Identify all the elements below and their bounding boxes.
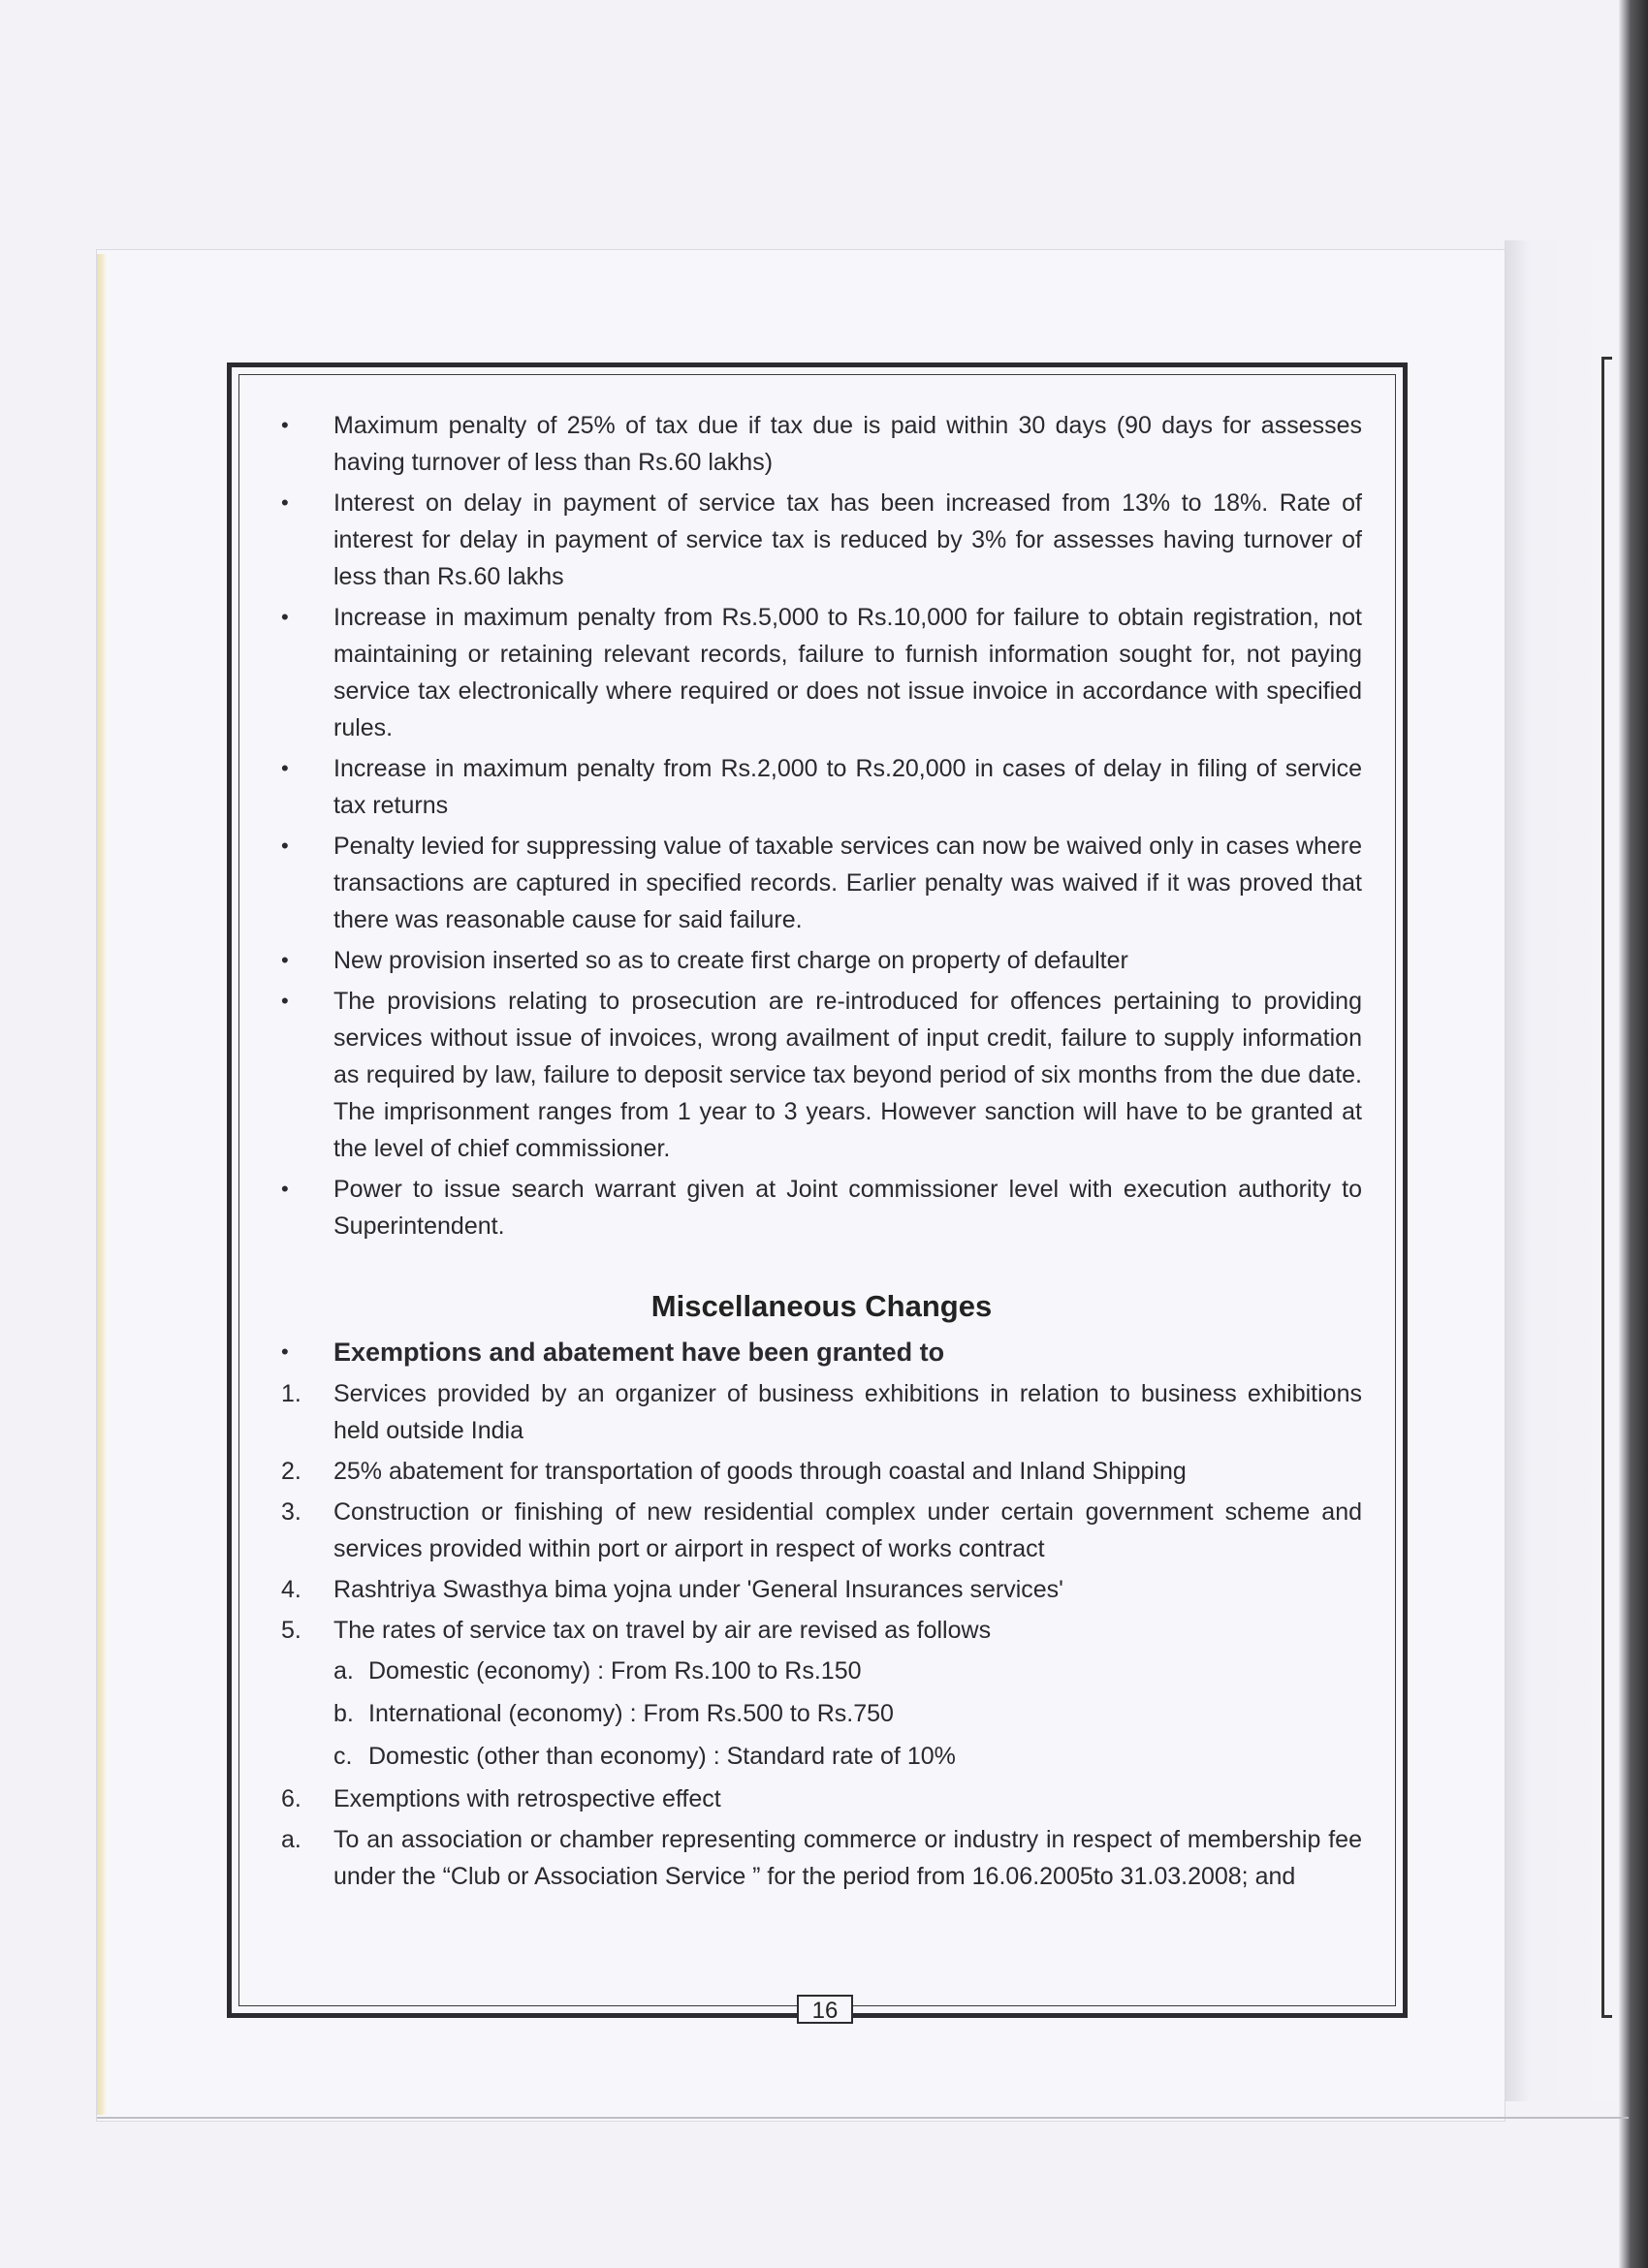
- list-item: [281, 750, 1362, 824]
- page-content: [281, 407, 1362, 1899]
- sub-item-text: Domestic (economy) : From Rs.100 to Rs.150: [368, 1657, 862, 1685]
- bullet-icon: •: [281, 756, 289, 780]
- air-rate-item: [333, 1738, 1362, 1775]
- bullet-icon: •: [281, 413, 289, 437]
- exemptions-lead: Exemptions and abatement have been granted to: [333, 1338, 945, 1367]
- list-item: [281, 942, 1362, 979]
- bullet-icon: •: [281, 490, 289, 515]
- list-item: [281, 485, 1362, 595]
- numbered-item: [281, 1375, 1362, 1449]
- bullet-text: Penalty levied for suppressing value of taxable services can now be waived only in cases where transactions are captured in specified records. Earlier penalty was waived if it was proved that there was reasonable cause for said failure.: [333, 833, 1362, 933]
- bullet-text: The provisions relating to prosecution are re-introduced for offences pertaining to providing services without issue of invoices, wrong availment of input credit, failure to supply information as required by law, failure to deposit service tax beyond period of six months from the due date. The imprisonment ranges from 1 year to 3 years. However sanction will have to be granted at the level of chief commissioner.: [333, 988, 1362, 1162]
- bullet-text: Increase in maximum penalty from Rs.2,000 to Rs.20,000 in cases of delay in filing of service tax returns: [333, 755, 1362, 819]
- item-number: 3.: [281, 1498, 301, 1526]
- item-number: 4.: [281, 1576, 301, 1603]
- item-text: Services provided by an organizer of business exhibitions in relation to business exhibitions held outside India: [333, 1380, 1362, 1444]
- item-number: 1.: [281, 1380, 301, 1407]
- list-item: [281, 828, 1362, 938]
- bullet-text: Maximum penalty of 25% of tax due if tax due is paid within 30 days (90 days for assesses having turnover of less than Rs.60 lakhs): [333, 412, 1362, 476]
- item-text: The rates of service tax on travel by air are revised as follows: [333, 1617, 992, 1644]
- sub-item-letter: c.: [333, 1743, 353, 1770]
- list-item: [281, 983, 1362, 1167]
- page-spine-edge: [97, 254, 107, 2115]
- item-number: 6.: [281, 1785, 301, 1812]
- air-rate-item: [333, 1695, 1362, 1732]
- bullet-text: Increase in maximum penalty from Rs.5,000 to Rs.10,000 for failure to obtain registration, not maintaining or retaining relevant records, failure to furnish information sought for, not paying service tax electronically where required or does not issue invoice in accordance with specified rules.: [333, 604, 1362, 741]
- bullet-icon: •: [281, 605, 289, 629]
- bullet-text: Power to issue search warrant given at Joint commissioner level with execution authority to Superintendent.: [333, 1176, 1362, 1240]
- sub-item-letter: a.: [333, 1657, 354, 1685]
- bullet-icon: •: [281, 834, 289, 858]
- list-item: [281, 599, 1362, 746]
- item-text: Exemptions with retrospective effect: [333, 1785, 721, 1812]
- scan-edge-shadow: [1619, 0, 1648, 2268]
- item-text: 25% abatement for transportation of goods through coastal and Inland Shipping: [333, 1458, 1187, 1485]
- item-text: Construction or finishing of new residential complex under certain government scheme and services provided within port or airport in respect of works contract: [333, 1498, 1362, 1562]
- page-bottom-edge: [97, 2117, 1629, 2119]
- section-heading: Miscellaneous Changes: [650, 1289, 993, 1323]
- item-text: Rashtriya Swasthya bima yojna under 'General Insurances services': [333, 1576, 1063, 1603]
- page-number: 16: [797, 1995, 853, 2024]
- item-number: a.: [281, 1826, 301, 1853]
- facing-page-border: [1601, 357, 1612, 2018]
- air-rate-item: [333, 1653, 1362, 1689]
- bullet-text: Interest on delay in payment of service tax has been increased from 13% to 18%. Rate of interest for delay in payment of service tax is reduced by 3% for assesses having turnover of less than Rs.60 lakhs: [333, 489, 1362, 590]
- list-item: [281, 1334, 1362, 1371]
- bullet-icon: •: [281, 1339, 289, 1364]
- bullet-icon: •: [281, 989, 289, 1013]
- numbered-item: [281, 1612, 1362, 1649]
- sub-item-letter: b.: [333, 1700, 354, 1727]
- numbered-item: [281, 1494, 1362, 1567]
- bullet-text: New provision inserted so as to create first charge on property of defaulter: [333, 947, 1128, 974]
- numbered-item: [281, 1453, 1362, 1490]
- sub-item-text: International (economy) : From Rs.500 to Rs.750: [368, 1700, 894, 1727]
- numbered-item: [281, 1780, 1362, 1817]
- numbered-item: [281, 1821, 1362, 1895]
- item-number: 5.: [281, 1617, 301, 1644]
- bullet-icon: •: [281, 1177, 289, 1201]
- bullet-icon: •: [281, 948, 289, 972]
- numbered-item: [281, 1571, 1362, 1608]
- item-text: To an association or chamber representing commerce or industry in respect of membership fee under the “Club or Association Service ” for the period from 16.06.2005to 31.03.2008; and: [333, 1826, 1362, 1890]
- list-item: [281, 1171, 1362, 1244]
- list-item: [281, 407, 1362, 481]
- item-number: 2.: [281, 1458, 301, 1485]
- sub-item-text: Domestic (other than economy) : Standard rate of 10%: [368, 1743, 956, 1770]
